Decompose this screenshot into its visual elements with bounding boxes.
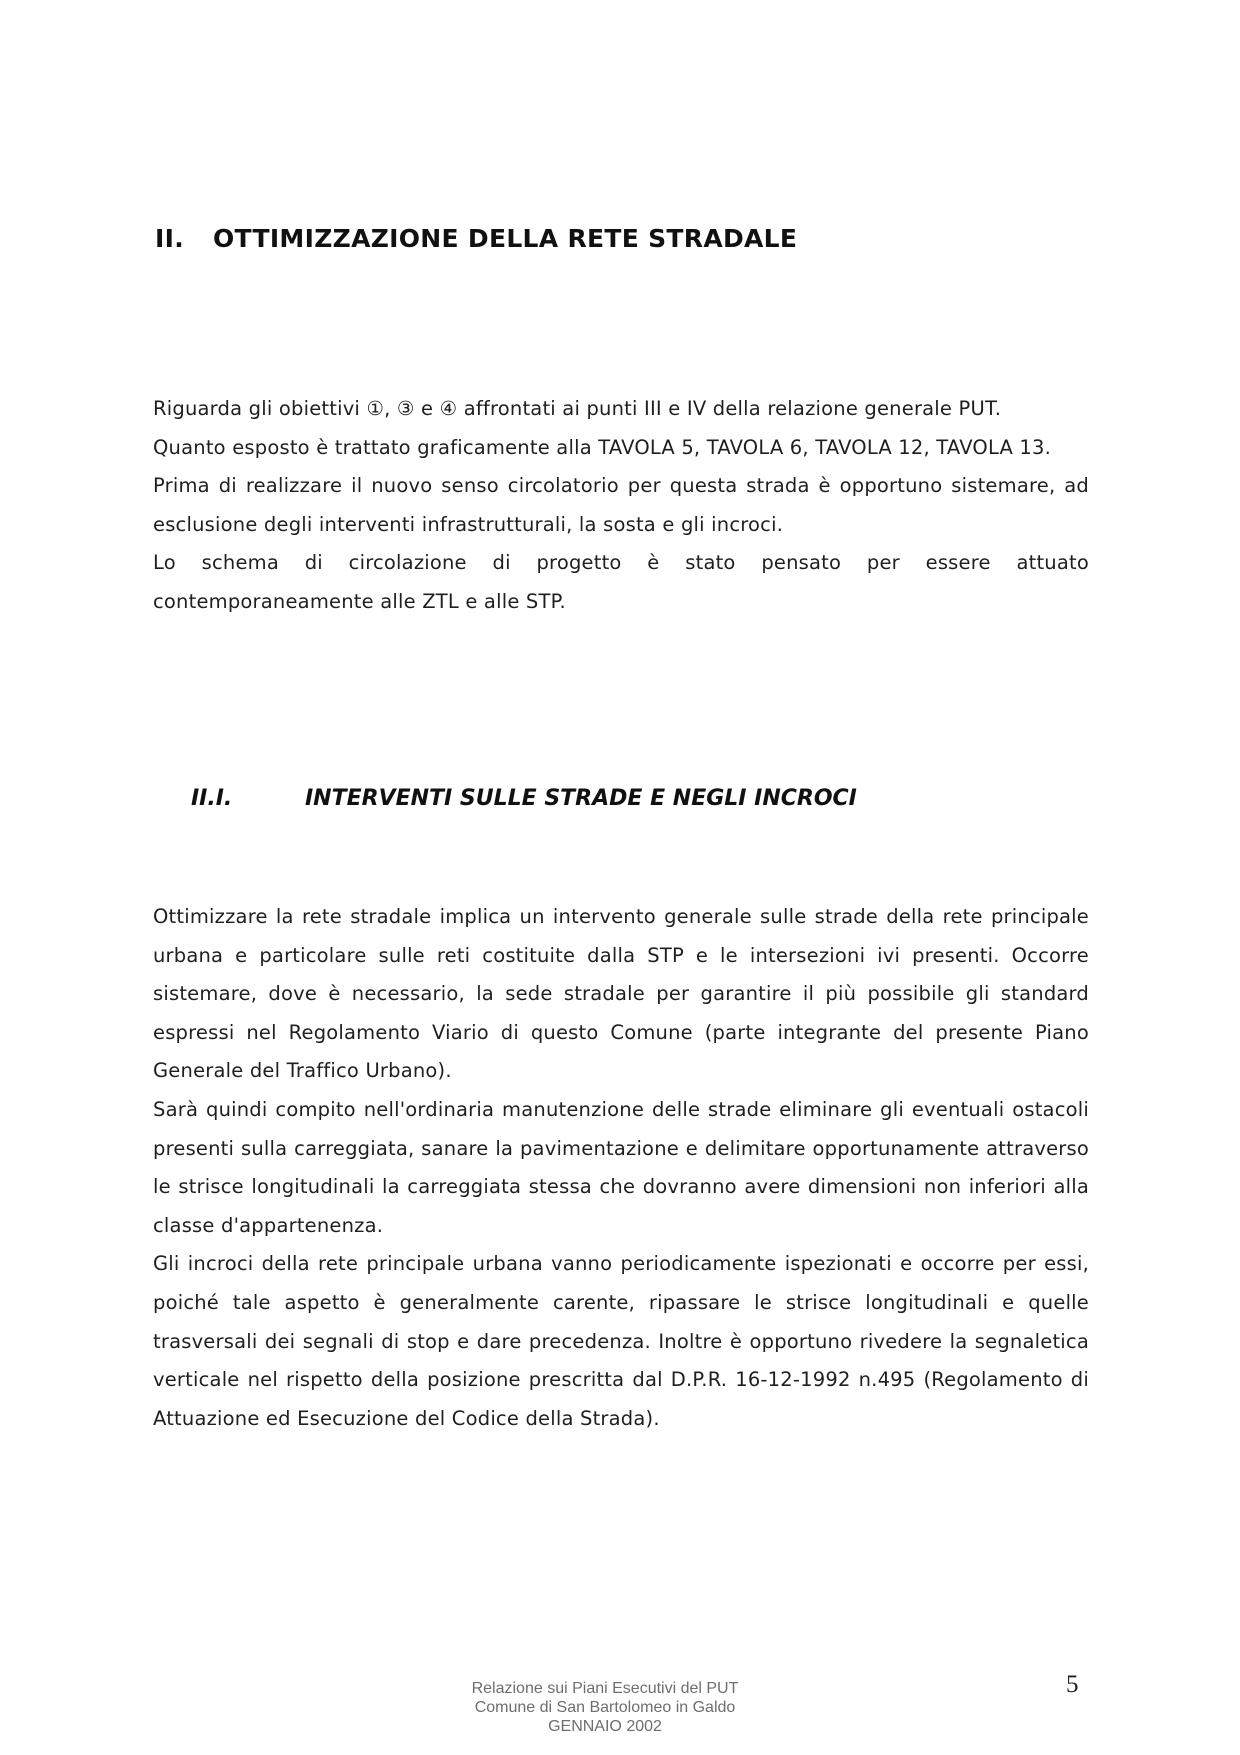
footer-line: Relazione sui Piani Esecutivi del PUT <box>471 1680 739 1697</box>
footer-line: GENNAIO 2002 <box>548 1718 662 1735</box>
subsection-body <box>153 898 1089 1438</box>
subsection-heading <box>191 786 857 811</box>
paragraph: Lo schema di circolazione di progetto è stato pensato per essere attuato contemporaneamente alle ZTL e alle STP. <box>153 551 1089 613</box>
footer-line: Comune di San Bartolomeo in Galdo <box>474 1699 736 1716</box>
page-footer <box>400 1679 810 1736</box>
paragraph: Quanto esposto è trattato graficamente alla TAVOLA 5, TAVOLA 6, TAVOLA 12, TAVOLA 13. <box>153 435 1052 459</box>
subsection-title: INTERVENTI SULLE STRADE E NEGLI INCROCI <box>305 786 857 811</box>
subsection-number: II.I. <box>191 786 233 811</box>
section-body <box>153 390 1089 622</box>
paragraph: Gli incroci della rete principale urbana vanno periodicamente ispezionati e occorre per essi, poiché tale aspetto è generalmente carente, ripassare le strisce longitudinali e quelle trasversali dei segnali di stop e dare precedenza. Inoltre è opportuno rivedere la segnaletica verticale nel rispetto della posizione prescritta dal D.P.R. 16-12-1992 n.495 (Regolamento di Attuazione ed Esecuzione del Codice della Strada). <box>153 1252 1089 1430</box>
section-heading <box>155 224 797 253</box>
section-number: II. <box>155 224 185 253</box>
section-title: OTTIMIZZAZIONE DELLA RETE STRADALE <box>213 224 798 253</box>
paragraph: Ottimizzare la rete stradale implica un intervento generale sulle strade della rete principale urbana e particolare sulle reti costituite dalla STP e le intersezioni ivi presenti. Occorre sistemare, dove è necessario, la sede stradale per garantire il più possibile gli standard espressi nel Regolamento Viario di questo Comune (parte integrante del presente Piano Generale del Traffico Urbano). <box>153 905 1089 1083</box>
paragraph: Prima di realizzare il nuovo senso circolatorio per questa strada è opportuno sistemare, ad esclusione degli interventi infrastrutturali, la sosta e gli incroci. <box>153 474 1089 536</box>
paragraph: Riguarda gli obiettivi ①, ③ e ④ affrontati ai punti III e IV della relazione generale PUT. <box>153 397 1002 420</box>
paragraph: Sarà quindi compito nell'ordinaria manutenzione delle strade eliminare gli eventuali ostacoli presenti sulla carreggiata, sanare la pavimentazione e delimitare opportunamente attraverso le strisce longitudinali la carreggiata stessa che dovranno avere dimensioni non inferiori alla classe d'appartenenza. <box>153 1097 1089 1237</box>
page-number: 5 <box>1066 1671 1079 1698</box>
